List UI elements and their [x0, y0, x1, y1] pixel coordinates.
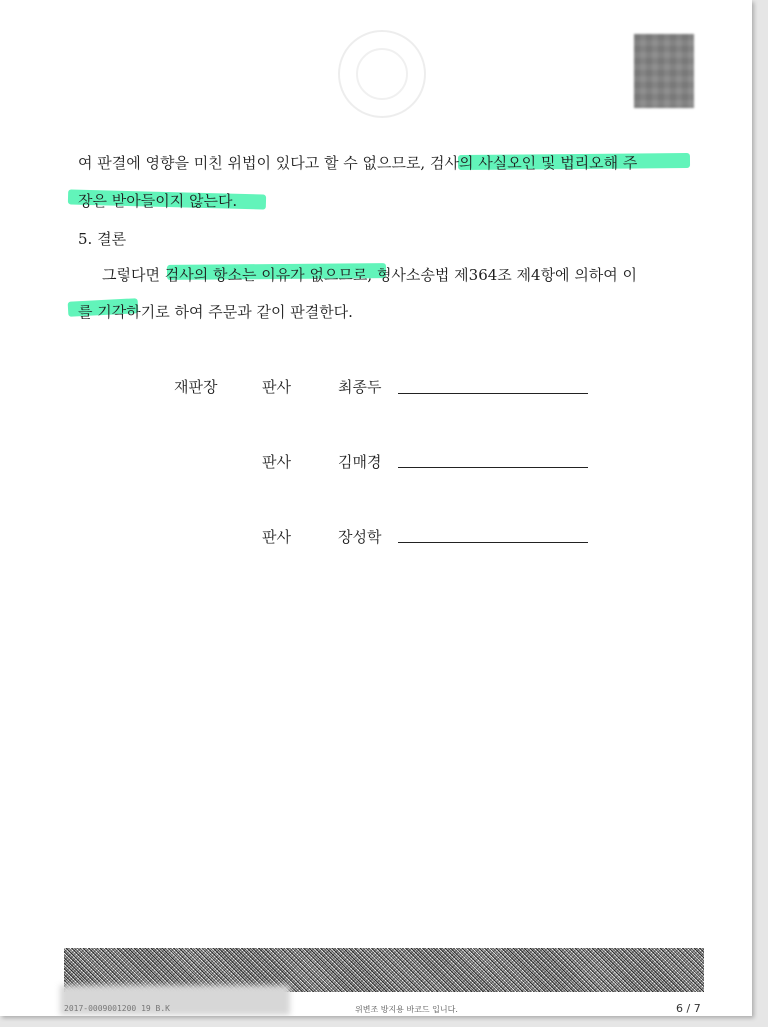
presiding-judge-title: 재판장	[174, 378, 218, 396]
body-line: 장은 받아들이지 않는다.	[78, 192, 238, 210]
judge-role: 판사	[262, 378, 291, 396]
signature-line	[398, 542, 588, 543]
judge-role: 판사	[262, 453, 291, 471]
body-line: 를 기각하기로 하여 주문과 같이 판결한다.	[78, 303, 353, 321]
qr-code-blurred	[634, 34, 694, 108]
judge-name: 최종두	[338, 378, 382, 396]
signature-line	[398, 467, 588, 468]
judge-name: 장성학	[338, 528, 382, 546]
judge-name: 김매경	[338, 453, 382, 471]
barcode-caption: 위변조 방지용 바코드 입니다.	[355, 1005, 458, 1014]
court-seal-watermark	[338, 30, 426, 118]
signature-line	[398, 393, 588, 394]
document-code: 2017-0009001200 19 B.K	[64, 1004, 170, 1013]
body-line: 여 판결에 영향을 미친 위법이 있다고 할 수 없으므로, 검사의 사실오인 및 법리오해 주	[78, 154, 638, 172]
body-line: 그렇다면 검사의 항소는 이유가 없으므로, 형사소송법 제364조 제4항에 의하여 이	[102, 266, 638, 284]
judge-role: 판사	[262, 528, 291, 546]
page-number: 6 / 7	[676, 1002, 701, 1015]
section-heading: 5. 결론	[78, 230, 127, 248]
